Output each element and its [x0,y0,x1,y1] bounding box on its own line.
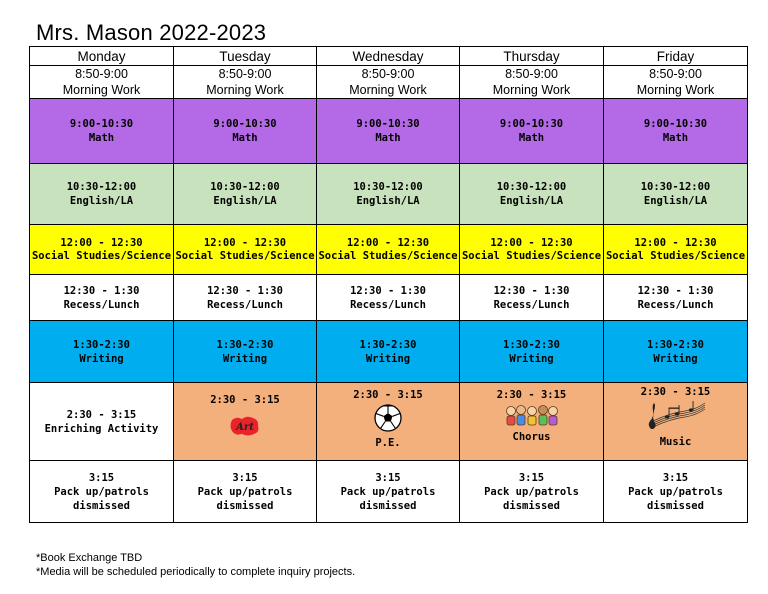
morning-cell [317,66,460,99]
time-text: 9:00-10:30 [213,118,277,130]
social-studies-cell [604,225,748,275]
math-cell [174,99,317,164]
writing-row [30,321,748,383]
recess-cell [30,275,174,321]
subject-text: Recess/Lunch [63,298,140,311]
subject-text: Morning Work [62,83,141,97]
subject-text: P.E. [375,437,401,449]
social-studies-cell [174,225,317,275]
subject-text: Social Studies/Science [175,250,315,262]
subject-text: English/LA [499,195,564,207]
time-text: 12:30 - 1:30 [493,284,570,297]
english-cell [604,164,748,225]
time-text: 2:30 - 3:15 [496,389,567,401]
time-text: 12:30 - 1:30 [63,284,140,297]
specials-row [30,383,748,461]
time-text: 1:30-2:30 [359,338,417,351]
subject-text: Recess/Lunch [350,298,426,311]
subject-text: Social Studies/Science [461,250,602,262]
subject-text: Writing [365,352,411,365]
math-cell [317,99,460,164]
subject-text: Writing [653,352,698,365]
subject-text: Morning Work [349,83,427,97]
recess-row [30,275,748,321]
time-text: 1:30-2:30 [73,338,130,351]
subject-text: Morning Work [492,83,571,97]
pack-up-cell [604,461,748,523]
time-text: 8:50-9:00 [218,67,272,81]
recess-cell [174,275,317,321]
subject-text: Morning Work [206,83,284,97]
social-studies-cell [30,225,174,275]
subject-text: Writing [222,352,268,365]
subject-text: dismissed [216,499,274,512]
subject-text: dismissed [503,499,560,512]
subject-text: Math [662,132,689,144]
time-text: 8:50-9:00 [75,67,128,81]
time-text: 12:30 - 1:30 [637,284,714,297]
writing-cell [317,321,460,383]
day-header: Wednesday [317,47,460,66]
chorus-kids-icon [504,404,560,426]
subject-text: Chorus [512,431,551,443]
time-text: 8:50-9:00 [505,67,558,81]
subject-text: Social Studies/Science [605,250,746,262]
subject-text: Recess/Lunch [493,298,570,311]
time-text: 9:00-10:30 [356,118,420,130]
subject-text: English/LA [213,195,277,207]
morning-cell [30,66,174,99]
day-header: Thursday [460,47,604,66]
time-text: 9:00-10:30 [643,118,708,130]
time-text: 10:30-12:00 [210,181,280,193]
english-row [30,164,748,225]
subject-text: Music [659,436,692,448]
recess-cell [604,275,748,321]
soccer-ball-icon [374,404,402,432]
subject-text: Pack up/patrols [54,485,149,498]
time-text: 12:30 - 1:30 [350,284,426,297]
recess-cell [460,275,604,321]
pack-up-cell [460,461,604,523]
english-cell [460,164,604,225]
time-text: 8:50-9:00 [361,67,415,81]
time-text: 12:30 - 1:30 [207,284,283,297]
time-text: 9:00-10:30 [499,118,564,130]
day-header-row [30,47,748,66]
page-title: Mrs. Mason 2022-2023 [36,20,267,45]
subject-text: Math [518,132,545,144]
time-text: 3:15 [662,471,689,484]
time-text: 8:50-9:00 [649,67,702,81]
math-cell [604,99,748,164]
pack-up-row [30,461,748,523]
subject-text: Writing [79,352,124,365]
enriching-activity-cell [30,383,174,461]
subject-text: English/LA [69,195,134,207]
time-text: 12:00 - 12:30 [490,237,573,249]
time-text: 12:00 - 12:30 [634,237,717,249]
subject-text: Pack up/patrols [628,485,723,498]
pack-up-cell [174,461,317,523]
time-text: 1:30-2:30 [647,338,704,351]
subject-text: Math [375,132,401,144]
time-text: 2:30 - 3:15 [353,389,423,401]
subject-text: Pack up/patrols [484,485,579,498]
music-notes-icon [645,399,707,431]
time-text: 1:30-2:30 [503,338,560,351]
english-cell [174,164,317,225]
time-text: 10:30-12:00 [353,181,423,193]
time-text: 3:15 [518,471,545,484]
writing-cell [604,321,748,383]
recess-cell [317,275,460,321]
subject-text: English/LA [356,195,420,207]
day-header: Monday [30,47,174,66]
art-icon [229,415,261,437]
subject-text: Math [232,132,258,144]
day-header: Tuesday [174,47,317,66]
time-text: 1:30-2:30 [216,338,274,351]
time-text: 2:30 - 3:15 [210,394,280,406]
subject-text: Enriching Activity [44,422,159,435]
subject-text: Pack up/patrols [197,485,293,498]
pack-up-cell [317,461,460,523]
time-text: 3:15 [88,471,115,484]
pack-up-cell [30,461,174,523]
subject-text: Pack up/patrols [340,485,436,498]
subject-text: dismissed [359,499,417,512]
time-text: 10:30-12:00 [496,181,567,193]
footnotes [36,551,355,579]
morning-cell [604,66,748,99]
art-cell [174,383,317,461]
music-cell [604,383,748,461]
subject-text: Morning Work [636,83,715,97]
english-cell [30,164,174,225]
writing-cell [460,321,604,383]
morning-cell [460,66,604,99]
schedule-table [29,46,748,523]
subject-text: Recess/Lunch [637,298,714,311]
subject-text: dismissed [647,499,704,512]
time-text: 10:30-12:00 [66,181,137,193]
time-text: 10:30-12:00 [640,181,711,193]
time-text: 3:15 [375,471,401,484]
time-text: 12:00 - 12:30 [203,237,287,249]
writing-cell [174,321,317,383]
pe-cell [317,383,460,461]
time-text: 12:00 - 12:30 [60,237,143,249]
math-cell [460,99,604,164]
writing-cell [30,321,174,383]
morning-cell [174,66,317,99]
subject-text: Recess/Lunch [207,298,283,311]
time-text: 2:30 - 3:15 [66,408,137,421]
social-studies-cell [317,225,460,275]
footnote: *Book Exchange TBD [36,552,143,564]
footnote: *Media will be scheduled periodically to complete inquiry projects. [36,566,356,578]
time-text: 12:00 - 12:30 [346,237,430,249]
art-text: Art [236,422,254,433]
chorus-cell [460,383,604,461]
social-studies-cell [460,225,604,275]
math-row [30,99,748,164]
day-header: Friday [604,47,748,66]
time-text: 3:15 [232,471,258,484]
subject-text: Writing [509,352,554,365]
social-studies-row [30,225,748,275]
subject-text: Math [88,132,115,144]
subject-text: dismissed [73,499,130,512]
math-cell [30,99,174,164]
morning-work-row [30,66,748,99]
english-cell [317,164,460,225]
subject-text: Social Studies/Science [318,250,458,262]
subject-text: Social Studies/Science [31,250,172,262]
time-text: 9:00-10:30 [69,118,134,130]
subject-text: English/LA [643,195,708,207]
time-text: 2:30 - 3:15 [640,386,711,398]
